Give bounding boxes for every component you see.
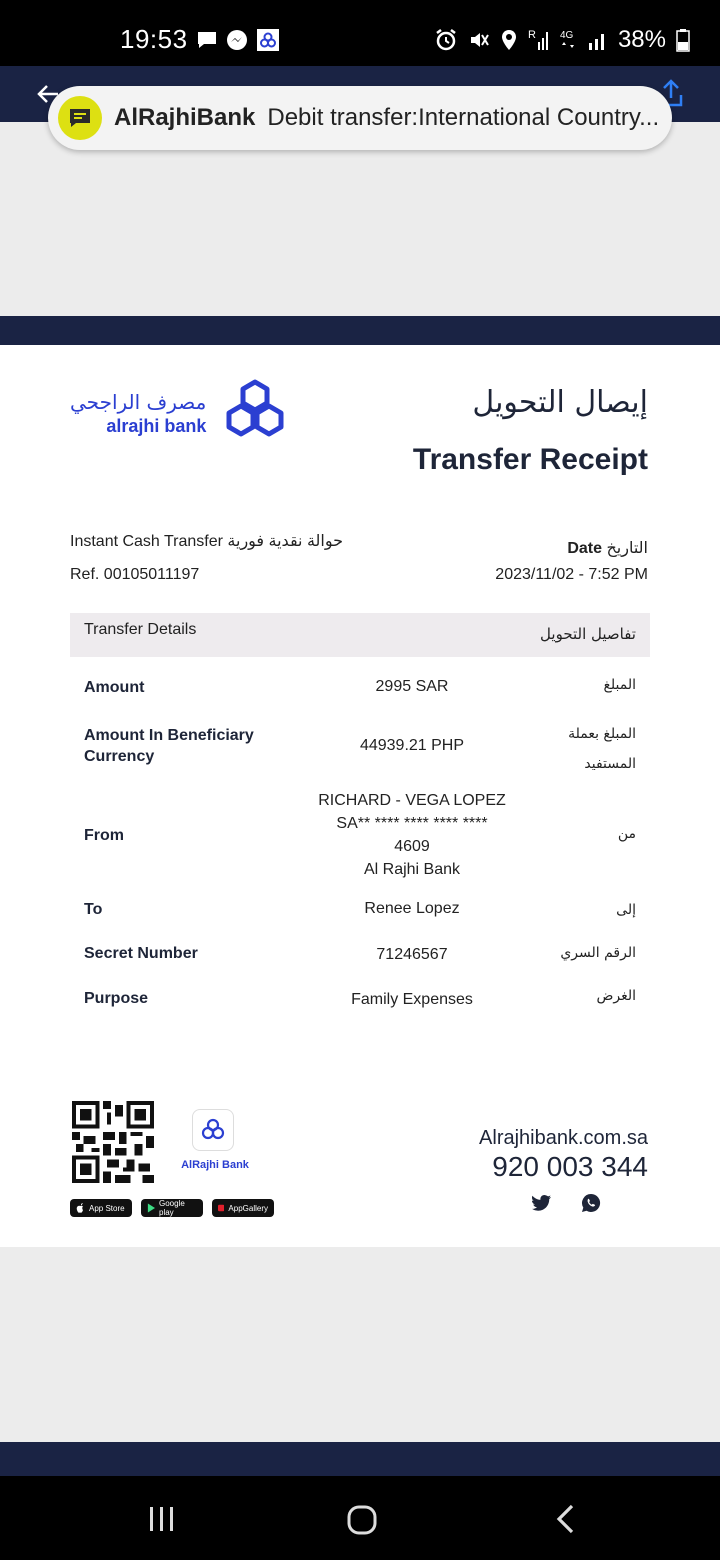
row-label: To [84,901,103,918]
whatsapp-icon[interactable] [581,1193,601,1213]
recents-icon[interactable] [148,1506,176,1532]
row-label-ar: إلى [616,902,636,918]
date-label [567,538,648,558]
row-label-ar: المبلغ بعملة المستفيد [568,726,636,772]
from-iban: SA** **** **** **** **** [336,815,488,832]
alarm-icon [434,28,458,52]
app-logo-icon [256,28,280,52]
google-play-badge[interactable] [141,1199,203,1217]
qr-code [72,1101,154,1183]
notification-message: Debit transfer:International Country... [267,104,660,131]
status-left-icons [196,28,280,52]
date-label-en: Date [567,540,603,557]
from-bank: Al Rajhi Bank [363,861,461,878]
status-bar [0,0,720,66]
from-account-suffix: 4609 [394,838,430,855]
location-icon [500,29,518,51]
huawei-icon [218,1203,224,1213]
row-label-ar: من [617,826,636,842]
row-value: 71246567 [376,946,448,963]
svg-text:R: R [527,29,536,41]
appgallery-label: AppGallery [228,1203,268,1213]
status-right-icons [434,26,690,54]
status-time: 19:53 [120,24,188,54]
signal-icon [588,29,608,51]
date-value: 2023/11/02 - 7:52 PM [495,566,648,583]
row-value: Renee Lopez [364,900,460,917]
nav-back-icon[interactable] [554,1504,576,1534]
play-icon [147,1203,155,1213]
notification-banner[interactable] [48,86,672,150]
google-play-label: Google play [159,1199,185,1217]
apple-icon [76,1203,85,1213]
chat-bubble-icon [196,29,218,51]
4g-icon [560,28,578,52]
svg-text:4G: 4G [559,30,574,41]
notification-app-name: AlRajhiBank [114,104,256,131]
title-english: Transfer Receipt [412,443,648,476]
reference-number: Ref. 00105011197 [70,566,200,583]
row-value-from [310,789,514,881]
details-header-ar: تفاصيل التحويل [540,625,636,643]
row-label: Amount [84,679,145,696]
bank-logo [70,379,290,447]
app-store-label: App Store [89,1203,125,1213]
battery-percent: 38% [617,26,666,53]
title-arabic: إيصال التحويل [472,385,648,420]
twitter-icon[interactable] [532,1193,552,1213]
system-nav-bar [0,1476,720,1560]
app-label: AlRajhi Bank [181,1159,249,1171]
header-band [0,316,720,345]
row-label-ar: المبلغ [603,677,636,693]
date-label-ar: التاريخ [606,540,648,557]
row-label: Purpose [84,990,149,1007]
details-header-en: Transfer Details [84,621,197,638]
app-store-badge[interactable] [70,1199,132,1217]
transfer-type: Instant Cash Transfer حوالة نقدية فورية [70,533,343,550]
messenger-icon [226,29,248,51]
phone-number[interactable]: 920 003 344 [492,1151,648,1182]
mute-icon [468,29,490,51]
row-label: Secret Number [84,945,198,962]
row-value: 2995 SAR [375,678,449,695]
receipt-card [0,345,720,1247]
details-header [70,613,650,657]
website-link[interactable]: Alrajhibank.com.sa [479,1127,648,1149]
from-name: RICHARD - VEGA LOPEZ [318,792,506,809]
home-icon[interactable] [346,1504,378,1536]
logo-english: alrajhi bank [106,415,207,436]
alrajhi-logo-icon [220,379,290,447]
footer-band [0,1442,720,1476]
row-label: Amount In Beneficiary Currency [84,727,254,765]
appgallery-badge[interactable] [212,1199,274,1217]
logo-arabic: مصرف الراجحي [70,389,207,414]
alrajhi-app-icon [192,1109,234,1151]
row-value: Family Expenses [351,991,473,1008]
signal-r-icon [528,28,550,52]
battery-icon [676,28,690,52]
row-value: 44939.21 PHP [359,737,465,754]
row-label: From [84,827,124,844]
row-label-ar: الغرض [596,988,636,1004]
message-icon [58,96,102,140]
row-label-ar: الرقم السري [560,945,636,961]
